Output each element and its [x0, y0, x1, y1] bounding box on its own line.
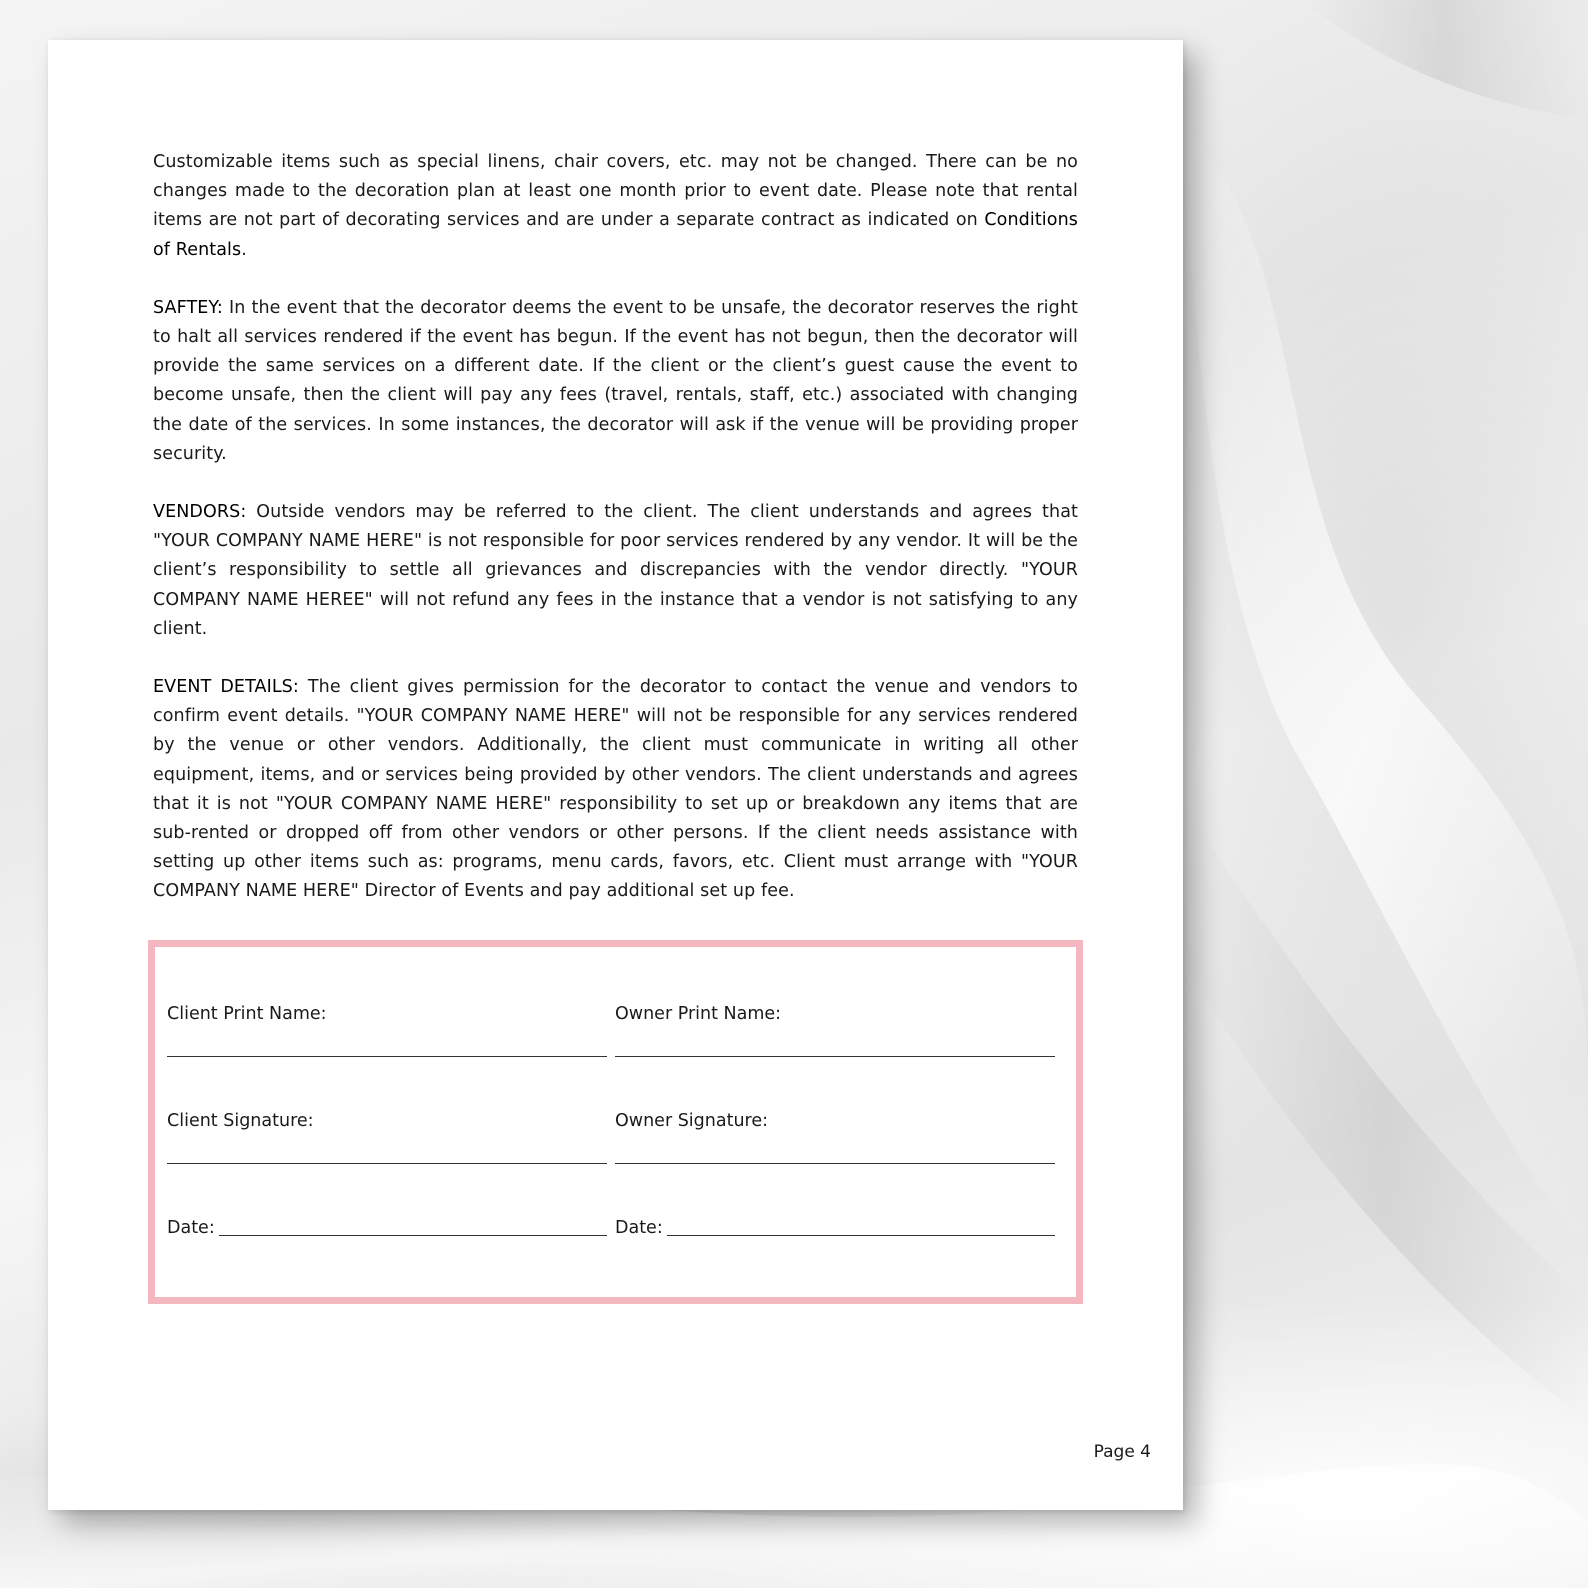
section-heading-safety: SAFTEY:: [153, 297, 223, 318]
owner-print-name-field[interactable]: [615, 1003, 1055, 1025]
page-number: Page 4: [1093, 1442, 1151, 1462]
owner-print-name-label: Owner Print Name:: [615, 1004, 782, 1024]
client-print-name-label: Client Print Name:: [167, 1004, 327, 1024]
owner-date-field[interactable]: [615, 1217, 1055, 1239]
owner-signature-field[interactable]: [615, 1110, 1055, 1132]
owner-date-label: Date:: [615, 1218, 663, 1238]
document-page: [48, 40, 1183, 1510]
section-heading-vendors: VENDORS:: [153, 502, 247, 523]
owner-print-name-line[interactable]: [615, 1056, 1055, 1057]
owner-signature-line[interactable]: [615, 1163, 1055, 1164]
paragraph-customizable-items: Customizable items such as special linens, chair covers, etc. may not be changed. There can be no changes made to the decoration plan at least one month prior to event date. Please note that rental items are not part of decorating services and are under a separate contract as indicated on Conditions of Rentals.: [153, 152, 1078, 260]
conditions-of-rentals-link: Conditions of Rentals: [153, 210, 1078, 260]
section-heading-event-details: EVENT DETAILS:: [153, 677, 299, 698]
client-date-line[interactable]: [219, 1235, 607, 1236]
paragraph-vendors: VENDORS: Outside vendors may be referred to the client. The client understands and agrees that "YOUR COMPANY NAME HERE" is not responsible for poor services rendered by any vendor. It will be the client’s responsibility to settle all grievances and discrepancies with the vendor directly. "YOUR COMPANY NAME HEREE" will not refund any fees in the instance that a vendor is not satisfying to any client.: [153, 502, 1078, 639]
contract-body: [153, 148, 1078, 936]
client-signature-line[interactable]: [167, 1163, 607, 1164]
client-signature-field[interactable]: [167, 1110, 607, 1132]
owner-signature-label: Owner Signature:: [615, 1111, 769, 1131]
owner-date-line[interactable]: [667, 1235, 1055, 1236]
client-print-name-field[interactable]: [167, 1003, 607, 1025]
client-print-name-line[interactable]: [167, 1056, 607, 1057]
client-date-label: Date:: [167, 1218, 215, 1238]
client-signature-label: Client Signature:: [167, 1111, 314, 1131]
paragraph-safety: SAFTEY: In the event that the decorator deems the event to be unsafe, the decorator reserves the right to halt all services rendered if the event has begun. If the event has not begun, then the decorator will provide the same services on a different date. If the client or the client’s guest cause the event to become unsafe, then the client will pay any fees (travel, rentals, staff, etc.) associated with changing the date of the services. In some instances, the decorator will ask if the venue will be providing proper security.: [153, 297, 1078, 464]
paragraph-event-details: EVENT DETAILS: The client gives permission for the decorator to contact the venue and vendors to confirm event details. "YOUR COMPANY NAME HERE" will not be responsible for any services rendered by the venue or other vendors. Additionally, the client must communicate in writing all other equipment, items, and or services being provided by other vendors. The client understands and agrees that it is not "YOUR COMPANY NAME HERE" responsibility to set up or breakdown any items that are sub-rented or dropped off from other vendors or other persons. If the client needs assistance with setting up other items such as: programs, menu cards, favors, etc. Client must arrange with "YOUR COMPANY NAME HERE" Director of Events and pay additional set up fee.: [153, 677, 1078, 902]
signature-block: [148, 940, 1083, 1304]
client-date-field[interactable]: [167, 1217, 607, 1239]
